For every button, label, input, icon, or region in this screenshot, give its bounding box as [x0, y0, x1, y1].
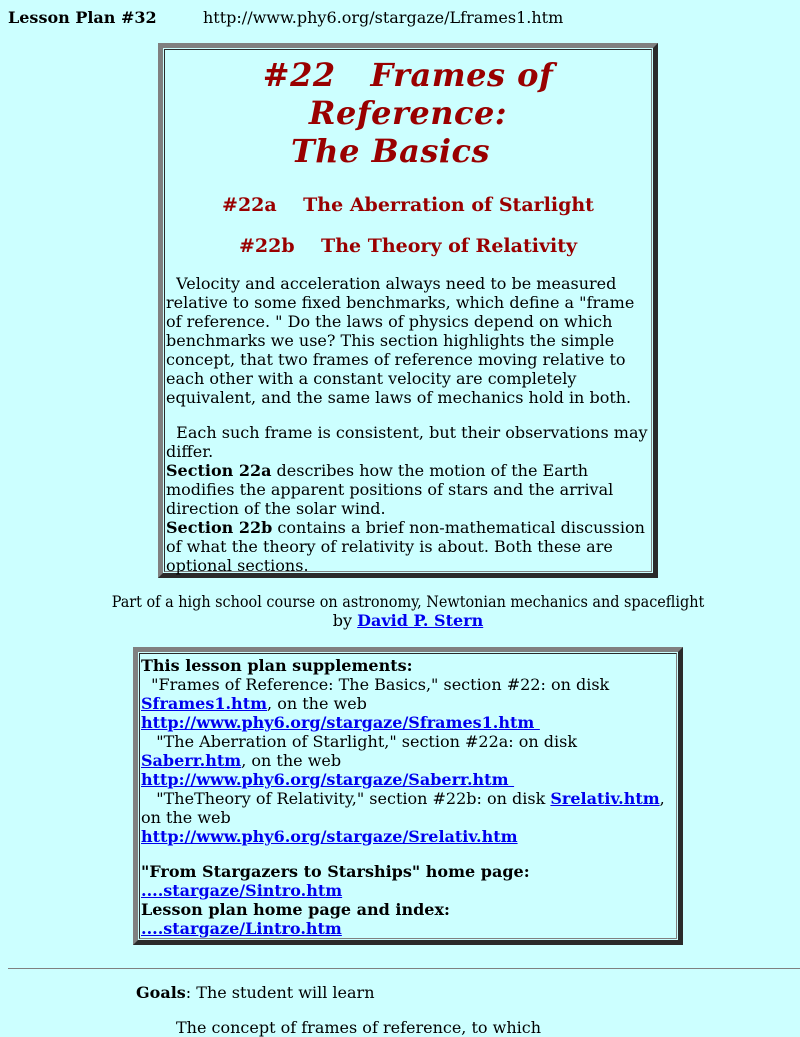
subtitle-22b: #22b The Theory of Relativity	[238, 235, 578, 257]
page-header	[8, 8, 564, 28]
intro-paragraph-2	[166, 423, 653, 575]
sframes-disk-link[interactable]: Sframes1.htm	[141, 694, 268, 713]
section-22b-label: Section 22b	[166, 518, 273, 537]
title-line-1: #22 Frames of	[262, 56, 554, 94]
goals-label: Goals	[136, 983, 186, 1002]
section-22a-label: Section 22a	[166, 461, 272, 480]
home-page-label: "From Stargazers to Starships" home page:	[141, 862, 530, 881]
title-line-3: The Basics	[290, 132, 491, 170]
frames-consistent-text: Each such frame is consistent, but their observations may differ.	[166, 423, 653, 461]
lintro-link[interactable]: ....stargaze/Lintro.htm	[141, 919, 342, 938]
srelativ-disk-link[interactable]: Srelativ.htm	[550, 789, 660, 808]
intro-box-cell	[164, 49, 653, 575]
item3-web-text: on the web	[141, 808, 231, 827]
section-22a-text: describes how the motion of the Earth modifies the apparent positions of stars and the arrival direction of the solar wind.	[166, 461, 614, 518]
supplements-heading: This lesson plan supplements:	[141, 656, 413, 675]
index-label: Lesson plan home page and index:	[141, 900, 450, 919]
goals-line	[136, 983, 375, 1002]
srelativ-web-link[interactable]: http://www.phy6.org/stargaze/Srelativ.htm	[141, 827, 518, 846]
page-title	[166, 56, 650, 170]
comma: ,	[659, 789, 665, 808]
goals-text: : The student will learn	[185, 983, 375, 1002]
item1-text: "Frames of Reference: The Basics," section #22: on disk	[141, 675, 615, 694]
item1-web-text: , on the web	[267, 694, 367, 713]
by-label: by	[332, 611, 358, 630]
sintro-link[interactable]: ....stargaze/Sintro.htm	[141, 881, 343, 900]
intro-box	[158, 43, 658, 578]
lesson-plan-number: Lesson Plan #32	[8, 8, 157, 27]
course-credit	[0, 592, 800, 630]
goal-item-1: The concept of frames of reference, to which	[176, 1018, 542, 1037]
supplements-box	[133, 647, 683, 945]
sframes-web-link[interactable]: http://www.phy6.org/stargaze/Sframes1.htm	[141, 713, 540, 732]
page-url: http://www.phy6.org/stargaze/Lframes1.htm	[203, 8, 564, 27]
section-22b-text: contains a brief non-mathematical discussion of what the theory of relativity is about. Both these are optional sections.	[166, 518, 645, 575]
title-line-2: Reference:	[308, 94, 508, 132]
horizontal-rule	[8, 968, 800, 969]
supplements-box-cell	[139, 653, 677, 939]
spacer	[141, 846, 675, 862]
item2-web-text: , on the web	[241, 751, 342, 770]
intro-paragraph-1: Velocity and acceleration always need to be measured relative to some fixed benchmarks, which define a "frame of reference. " Do the laws of physics depend on which benchmarks we use? This section highlights the simple concept, that two frames of reference moving relative to each other with a constant velocity are completely equivalent, and the same laws of mechanics hold in both.	[166, 274, 640, 407]
author-link[interactable]: David P. Stern	[357, 611, 484, 630]
subtitle-22a: #22a The Aberration of Starlight	[222, 194, 594, 216]
item2-text: "The Aberration of Starlight," section #22a: on disk	[141, 732, 583, 751]
course-description: Part of a high school course on astronomy, Newtonian mechanics and spaceflight	[111, 592, 705, 611]
item3-text: "TheTheory of Relativity," section #22b: on disk	[141, 789, 551, 808]
saberr-disk-link[interactable]: Saberr.htm	[141, 751, 242, 770]
saberr-web-link[interactable]: http://www.phy6.org/stargaze/Saberr.htm	[141, 770, 515, 789]
